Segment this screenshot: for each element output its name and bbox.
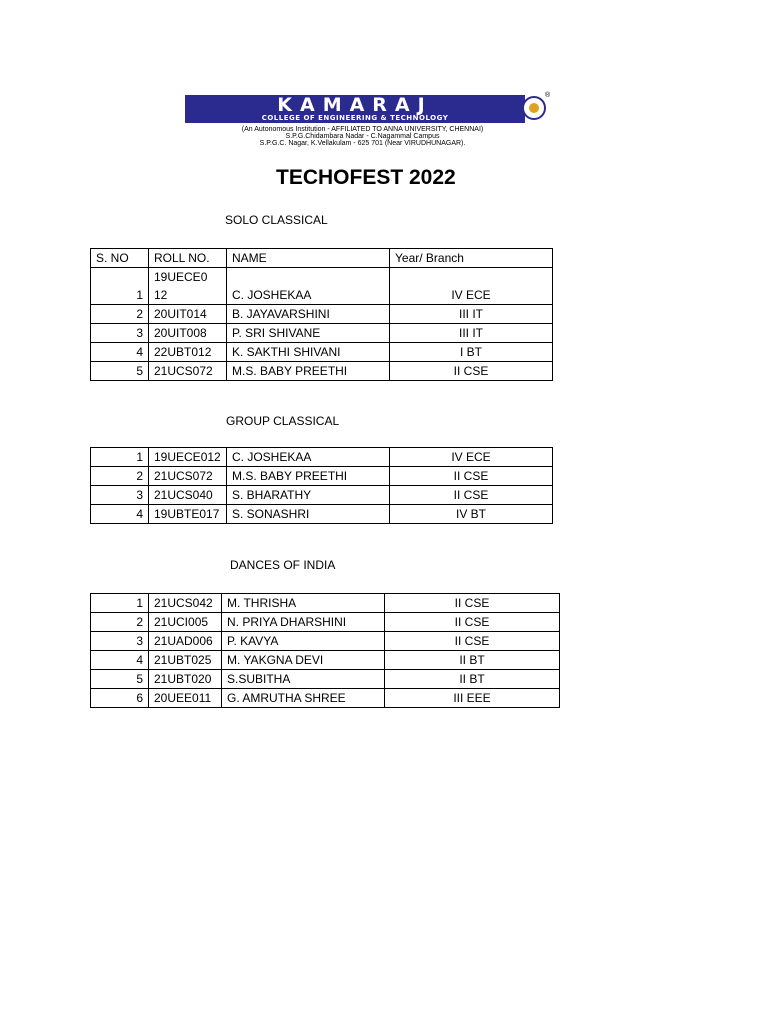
cell-sno: 3 — [91, 324, 149, 343]
cell-name: C. JOSHEKAA — [227, 268, 390, 305]
cell-branch: III IT — [390, 324, 553, 343]
cell-name: M. THRISHA — [222, 594, 385, 613]
section-heading-dances: DANCES OF INDIA — [230, 558, 336, 572]
cell-sno: 1 — [91, 448, 149, 467]
dances-of-india-table — [90, 593, 560, 708]
cell-branch: II CSE — [390, 486, 553, 505]
cell-branch: III EEE — [385, 689, 560, 708]
cell-sno: 5 — [91, 670, 149, 689]
table-row — [91, 651, 560, 670]
cell-name: M.S. BABY PREETHI — [227, 362, 390, 381]
header-sno: S. NO — [91, 249, 149, 268]
cell-name: M.S. BABY PREETHI — [227, 467, 390, 486]
table-row — [91, 632, 560, 651]
cell-branch: IV ECE — [390, 268, 553, 305]
page-title: TECHOFEST 2022 — [276, 166, 456, 189]
cell-sno: 2 — [91, 305, 149, 324]
table-row — [91, 467, 553, 486]
cell-roll: 21UBT020 — [149, 670, 222, 689]
cell-roll: 19UBTE017 — [149, 505, 227, 524]
table-row — [91, 324, 553, 343]
cell-sno: 4 — [91, 505, 149, 524]
cell-roll: 21UCI005 — [149, 613, 222, 632]
cell-sno: 2 — [91, 613, 149, 632]
cell-sno: 2 — [91, 467, 149, 486]
cell-sno: 3 — [91, 632, 149, 651]
table-row — [91, 486, 553, 505]
cell-roll: 21UCS042 — [149, 594, 222, 613]
table-row — [91, 362, 553, 381]
cell-sno: 6 — [91, 689, 149, 708]
section-heading-solo: SOLO CLASSICAL — [225, 213, 328, 227]
cell-roll: 21UBT025 — [149, 651, 222, 670]
logo-wordmark: KAMARAJ — [277, 94, 433, 116]
header-name: NAME — [227, 249, 390, 268]
cell-roll: 22UBT012 — [149, 343, 227, 362]
table-header-row — [91, 249, 553, 268]
cell-roll: 20UEE011 — [149, 689, 222, 708]
cell-sno: 1 — [91, 594, 149, 613]
cell-sno: 3 — [91, 486, 149, 505]
cell-branch: IV ECE — [390, 448, 553, 467]
cell-sno: 5 — [91, 362, 149, 381]
table-row — [91, 268, 553, 305]
table-row — [91, 305, 553, 324]
cell-sno: 4 — [91, 343, 149, 362]
cell-name: N. PRIYA DHARSHINI — [222, 613, 385, 632]
section-heading-group: GROUP CLASSICAL — [226, 414, 340, 428]
logo-banner-subtitle: COLLEGE OF ENGINEERING & TECHNOLOGY — [261, 114, 449, 122]
cell-roll: 21UCS040 — [149, 486, 227, 505]
cell-name: C. JOSHEKAA — [227, 448, 390, 467]
logo-campus-line: S.P.G.Chidambara Nadar - C.Nagammal Campus — [285, 133, 440, 140]
table-row — [91, 343, 553, 362]
cell-sno: 4 — [91, 651, 149, 670]
table-row — [91, 448, 553, 467]
logo-affiliation-line: (An Autonomous Institution - AFFILIATED TO ANNA UNIVERSITY, CHENNAI) — [241, 126, 484, 133]
table-row — [91, 505, 553, 524]
cell-branch: II CSE — [385, 613, 560, 632]
table-row — [91, 594, 560, 613]
cell-name: B. JAYAVARSHINI — [227, 305, 390, 324]
college-seal-icon — [522, 96, 546, 120]
header-roll: ROLL NO. — [149, 249, 227, 268]
cell-name: G. AMRUTHA SHREE — [222, 689, 385, 708]
table-row — [91, 670, 560, 689]
cell-roll — [149, 268, 227, 305]
cell-branch: II BT — [385, 651, 560, 670]
cell-name: S. SONASHRI — [227, 505, 390, 524]
cell-roll-text: 19UECE012 — [154, 270, 208, 302]
cell-sno: 1 — [91, 268, 149, 305]
cell-name: P. SRI SHIVANE — [227, 324, 390, 343]
cell-branch: II BT — [385, 670, 560, 689]
header-branch: Year/ Branch — [390, 249, 553, 268]
cell-roll: 21UCS072 — [149, 362, 227, 381]
cell-name: M. YAKGNA DEVI — [222, 651, 385, 670]
cell-branch: II CSE — [390, 467, 553, 486]
cell-name: S. BHARATHY — [227, 486, 390, 505]
cell-branch: II CSE — [385, 594, 560, 613]
table-row — [91, 613, 560, 632]
cell-branch: I BT — [390, 343, 553, 362]
logo-address-line: S.P.G.C. Nagar, K.Vellakulam - 625 701 (Near VIRUDHUNAGAR). — [259, 140, 466, 147]
college-logo — [185, 92, 555, 149]
cell-branch: III IT — [390, 305, 553, 324]
solo-classical-table — [90, 248, 553, 381]
cell-roll: 20UIT014 — [149, 305, 227, 324]
cell-roll: 21UAD006 — [149, 632, 222, 651]
table-row — [91, 689, 560, 708]
cell-branch: II CSE — [390, 362, 553, 381]
cell-branch: IV BT — [390, 505, 553, 524]
cell-name: P. KAVYA — [222, 632, 385, 651]
cell-name: K. SAKTHI SHIVANI — [227, 343, 390, 362]
cell-name: S.SUBITHA — [222, 670, 385, 689]
cell-roll: 21UCS072 — [149, 467, 227, 486]
cell-branch: II CSE — [385, 632, 560, 651]
cell-roll: 20UIT008 — [149, 324, 227, 343]
group-classical-table — [90, 447, 553, 524]
registered-mark: ® — [545, 92, 551, 99]
cell-roll: 19UECE012 — [149, 448, 227, 467]
